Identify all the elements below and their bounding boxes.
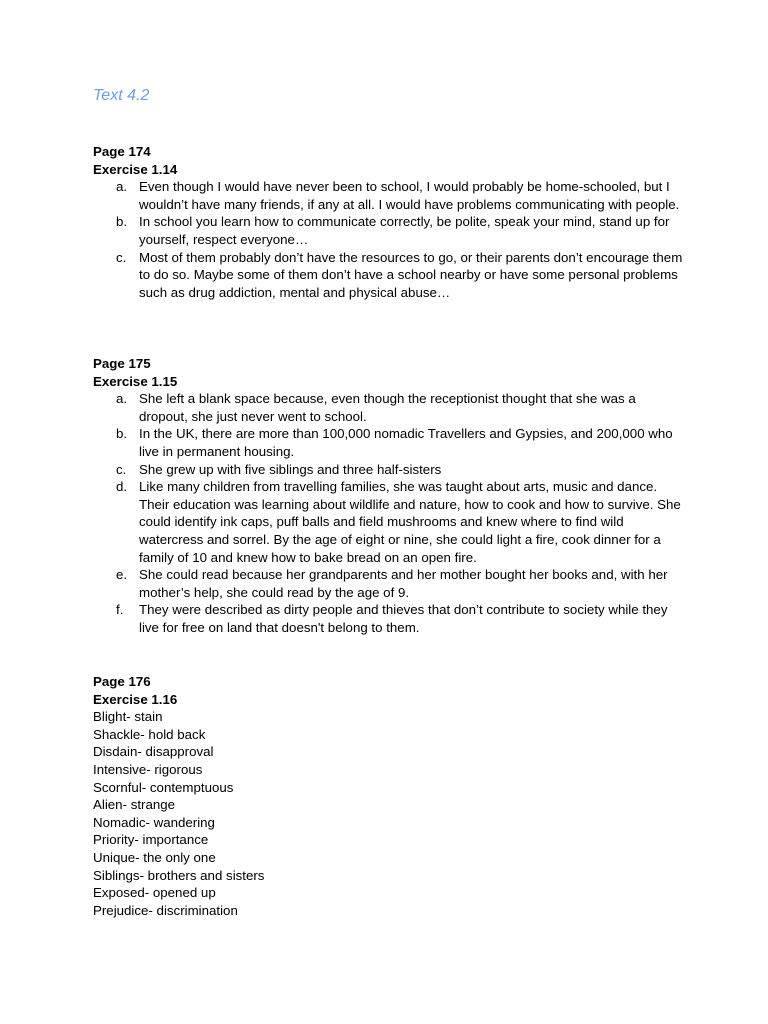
exercise-label: Exercise 1.16 (93, 691, 178, 707)
answer-marker: d. (116, 479, 128, 495)
answer-list (93, 178, 683, 301)
answer-item (93, 249, 683, 302)
answer-item (93, 601, 683, 636)
vocabulary-item: Scornful- contemptuous (93, 779, 234, 795)
vocabulary-item: Disdain- disapproval (93, 744, 214, 760)
answer-marker: b. (116, 214, 128, 230)
answer-text: Like many children from travelling families, she was taught about arts, music and dance. Their education was learning about wildlife and nature, how to cook and how to survive. She could identify ink caps, puff balls and field mushrooms and knew where to find wild watercress and sorrel. By the age of eight or nine, she could light a fire, cook dinner for a family of 10 and knew how to bake bread on an open fire. (139, 479, 681, 565)
exercise-label: Exercise 1.14 (93, 161, 178, 177)
answer-text: In the UK, there are more than 100,000 nomadic Travellers and Gypsies, and 200,000 who live in permanent housing. (139, 426, 673, 459)
answer-marker: f. (116, 602, 124, 618)
vocabulary-item: Unique- the only one (93, 849, 216, 865)
answer-text: She grew up with five siblings and three half-sisters (139, 461, 442, 477)
vocabulary-item: Intensive- rigorous (93, 761, 203, 777)
vocabulary-item: Alien- strange (93, 797, 176, 813)
page-label: Page 175 (93, 356, 151, 371)
vocabulary-item: Priority- importance (93, 832, 209, 848)
answer-item (93, 425, 683, 460)
vocabulary-item: Prejudice- discrimination (93, 902, 238, 918)
answer-text: Most of them probably don’t have the resources to go, or their parents don’t encourage them to do so. Maybe some of them don’t have a school nearby or have some personal problems such as drug addiction, mental and physical abuse… (139, 249, 683, 300)
answer-marker: a. (116, 179, 128, 195)
answer-item (93, 178, 683, 213)
answer-text: She could read because her grandparents and her mother bought her books and, with her mother’s help, she could read by the age of 9. (139, 567, 668, 600)
section-page-176 (93, 673, 683, 919)
vocabulary-item: Exposed- opened up (93, 885, 216, 901)
exercise-label: Exercise 1.15 (93, 373, 178, 389)
answer-marker: c. (116, 461, 127, 477)
answer-text: They were described as dirty people and thieves that don’t contribute to society while they live for free on land that doesn't belong to them. (139, 602, 668, 635)
answer-text: She left a blank space because, even though the receptionist thought that she was a dropout, she just never went to school. (139, 391, 636, 424)
vocabulary-list (93, 708, 683, 919)
answer-item (93, 213, 683, 248)
document-title: Text 4.2 (93, 87, 150, 104)
answer-marker: c. (116, 249, 127, 265)
page-label: Page 176 (93, 674, 151, 689)
answer-list (93, 390, 683, 636)
page-label: Page 174 (93, 144, 151, 159)
answer-text: In school you learn how to communicate correctly, be polite, speak your mind, stand up for yourself, respect everyone… (139, 214, 670, 247)
answer-text: Even though I would have never been to school, I would probably be home-schooled, but I wouldn’t have many friends, if any at all. I would have problems communicating with people. (139, 179, 680, 212)
answer-item (93, 390, 683, 425)
answer-item (93, 566, 683, 601)
vocabulary-item: Shackle- hold back (93, 726, 206, 742)
section-page-174 (93, 143, 683, 301)
answer-item (93, 478, 683, 566)
answer-item (93, 461, 683, 479)
vocabulary-item: Blight- stain (93, 709, 163, 725)
vocabulary-item: Nomadic- wandering (93, 814, 215, 830)
answer-marker: a. (116, 391, 128, 407)
answer-marker: b. (116, 426, 128, 442)
vocabulary-item: Siblings- brothers and sisters (93, 867, 265, 883)
section-page-175 (93, 355, 683, 637)
answer-marker: e. (116, 567, 128, 583)
